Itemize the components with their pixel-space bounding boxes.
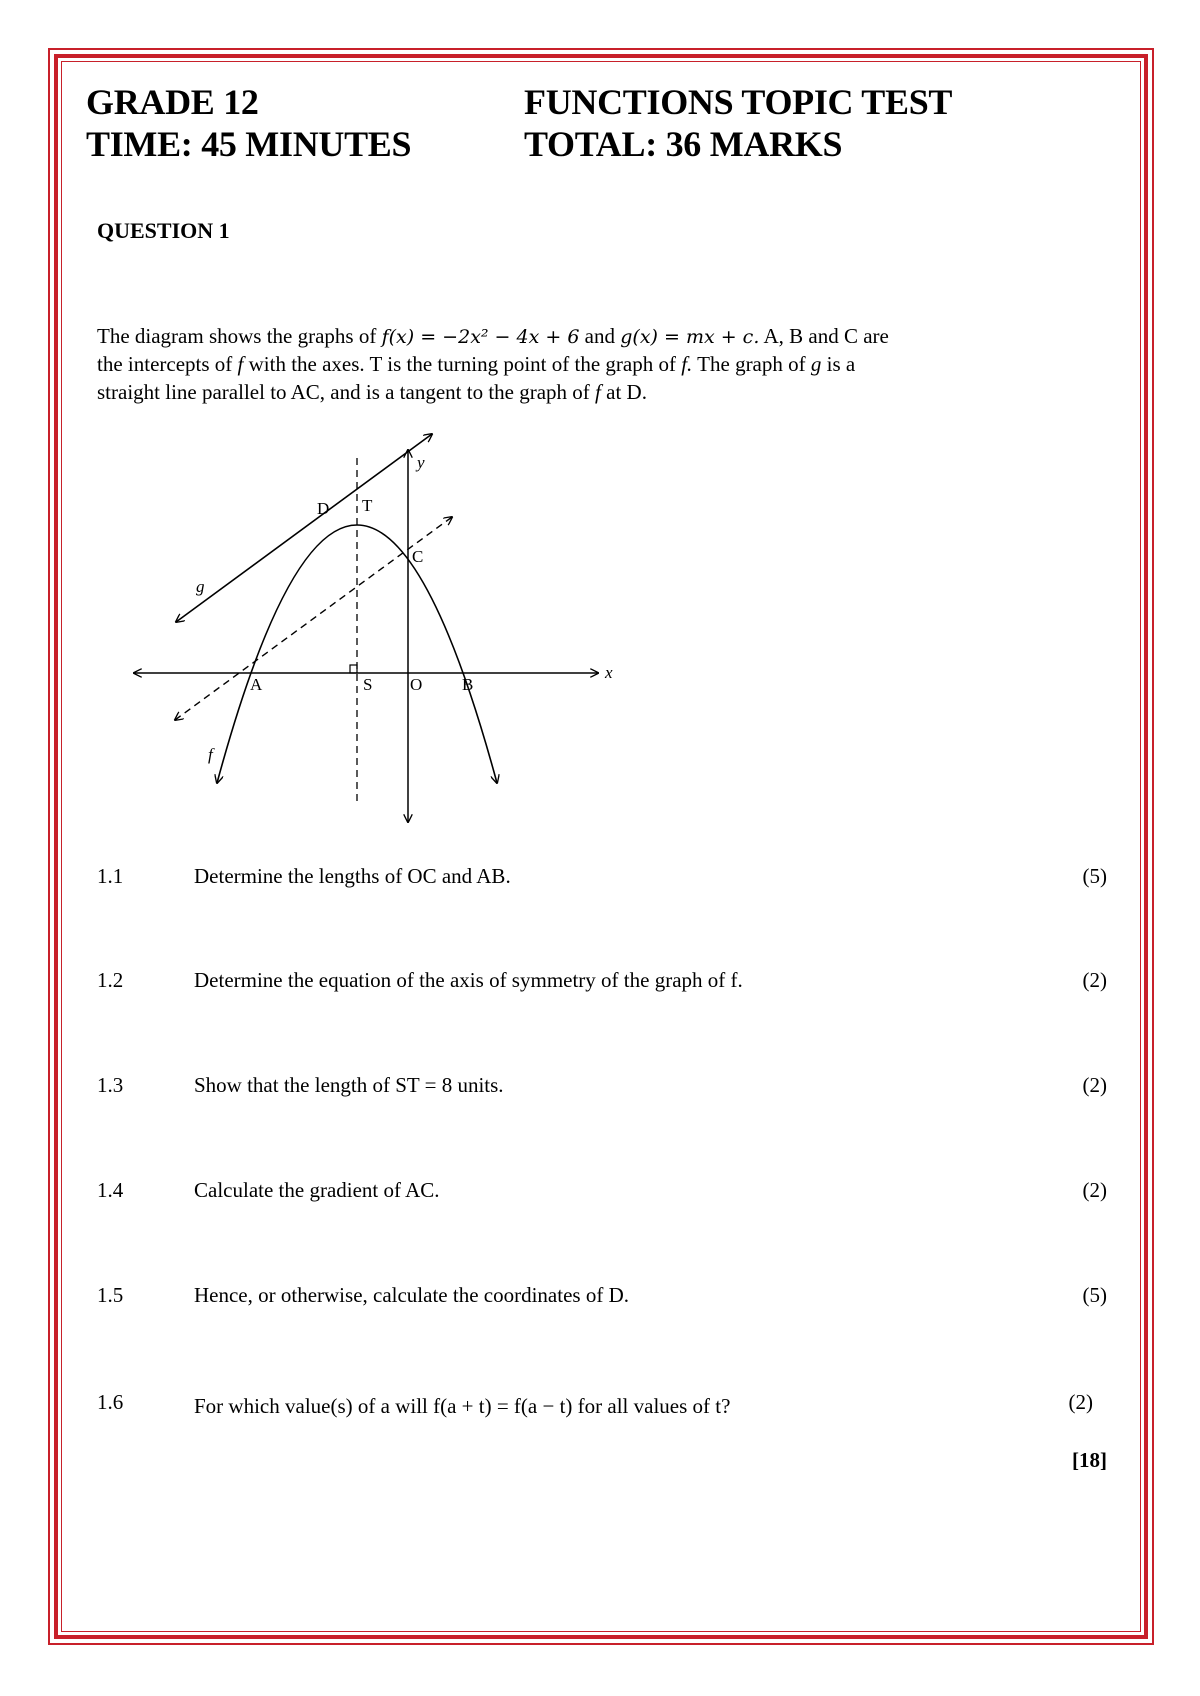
intro-line-1: [97, 322, 1077, 351]
question-item: [97, 864, 1107, 894]
question-item: [97, 968, 1107, 998]
question-text: Hence, or otherwise, calculate the coordinates of D.: [194, 1283, 629, 1307]
grade-heading: GRADE 12: [86, 82, 259, 122]
label-s: S: [363, 675, 373, 694]
question-number: 1.5: [97, 1283, 124, 1307]
question-text: For which value(s) of a will f(a + t) = f(a − t) for all values of t?: [194, 1394, 731, 1418]
question-marks: (5): [1082, 1283, 1107, 1307]
tangent-line-g: [176, 434, 432, 622]
label-g: g: [196, 577, 205, 596]
label-t: T: [362, 496, 373, 515]
question-marks: (2): [1082, 1178, 1107, 1202]
intro-text: A, B and C are: [759, 324, 889, 348]
question-number: 1.3: [97, 1073, 124, 1097]
question-text: Determine the lengths of OC and AB.: [194, 864, 511, 888]
intro-text: The diagram shows the graphs of: [97, 324, 382, 348]
intro-line-2: [97, 350, 1077, 378]
intro-line-3: [97, 378, 1077, 406]
question-number: 1.1: [97, 864, 124, 888]
time-heading: TIME: 45 MINUTES: [86, 124, 412, 164]
question-item: [97, 1283, 1107, 1313]
right-angle-marker: [350, 665, 357, 673]
total-marks-heading: TOTAL: 36 MARKS: [524, 124, 843, 164]
question-number: 1.6: [97, 1390, 124, 1414]
intro-text: and: [579, 324, 621, 348]
question-number: 1.2: [97, 968, 124, 992]
label-o: O: [410, 675, 423, 694]
label-b: B: [462, 675, 474, 694]
question-item: [97, 1178, 1107, 1208]
intro-text: is a: [821, 352, 856, 376]
test-title: FUNCTIONS TOPIC TEST: [524, 82, 953, 122]
g-symbol: g: [810, 352, 822, 376]
question-number: 1.4: [97, 1178, 124, 1202]
f-symbol: f: [237, 352, 244, 376]
label-c: C: [412, 547, 424, 566]
label-y: y: [417, 453, 425, 472]
question-text: Calculate the gradient of AC.: [194, 1178, 440, 1202]
intro-text: The graph of: [692, 352, 811, 376]
intro-text: straight line parallel to AC, and is a tangent to the graph of: [97, 380, 596, 404]
question-marks: (2): [1082, 968, 1107, 992]
question-marks: (2): [1068, 1390, 1093, 1414]
label-d: D: [317, 499, 330, 518]
f-equation: f(x) = −2x² − 4x + 6: [381, 326, 580, 348]
question-marks: (5): [1082, 864, 1107, 888]
g-equation: g(x) = mx + c.: [620, 326, 760, 348]
f-symbol: f: [595, 380, 601, 404]
question-text: Show that the length of ST = 8 units.: [194, 1073, 504, 1097]
intro-text: at D.: [600, 380, 647, 404]
question-text: Determine the equation of the axis of symmetry of the graph of f.: [194, 968, 743, 992]
label-x: x: [605, 663, 613, 682]
label-a: A: [250, 675, 263, 694]
label-f: f: [208, 745, 213, 764]
question-marks: (2): [1082, 1073, 1107, 1097]
f-symbol: f.: [681, 352, 693, 376]
question-title: QUESTION 1: [97, 218, 230, 243]
question-item: [97, 1073, 1107, 1103]
intro-text: the intercepts of: [97, 352, 238, 376]
function-graph-diagram: [120, 410, 640, 830]
intro-text: with the axes. T is the turning point of the graph of: [243, 352, 682, 376]
section-total-marks: [18]: [1072, 1448, 1107, 1472]
question-item: [97, 1390, 1107, 1420]
